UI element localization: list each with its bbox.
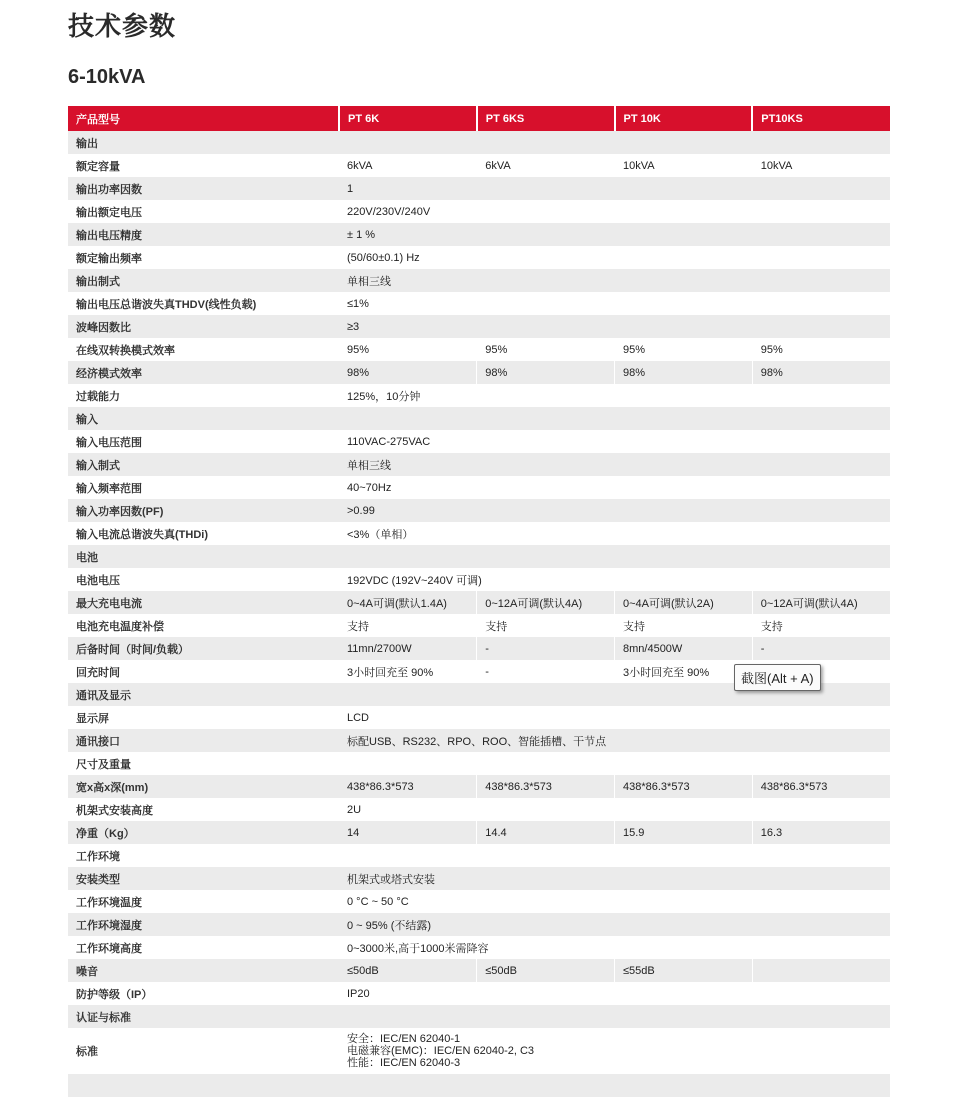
section-label: 电池 <box>68 545 890 568</box>
screenshot-tooltip: 截图(Alt + A) <box>734 664 821 691</box>
row-label: 电池充电温度补偿 <box>68 614 339 637</box>
row-value: ≤55dB <box>615 959 753 982</box>
table-row <box>68 200 890 223</box>
row-value: 0 ~ 95% (不结露) <box>339 913 890 936</box>
row-value: <3%（单相） <box>339 522 890 545</box>
row-label: 额定容量 <box>68 154 339 177</box>
table-header-row <box>68 106 890 131</box>
table-row <box>68 476 890 499</box>
row-value: 支持 <box>477 614 615 637</box>
row-label: 额定输出频率 <box>68 246 339 269</box>
row-label: 净重（Kg） <box>68 821 339 844</box>
row-label: 输入功率因数(PF) <box>68 499 339 522</box>
table-row <box>68 499 890 522</box>
table-row <box>68 982 890 1005</box>
row-label: 输入频率范围 <box>68 476 339 499</box>
table-row <box>68 614 890 637</box>
table-row <box>68 775 890 798</box>
row-value: 2U <box>339 798 890 821</box>
row-value: 192VDC (192V~240V 可调) <box>339 568 890 591</box>
table-row <box>68 821 890 844</box>
table-row <box>68 936 890 959</box>
row-label: 电池电压 <box>68 568 339 591</box>
table-row <box>68 798 890 821</box>
row-label: 宽x高x深(mm) <box>68 775 339 798</box>
row-value: 8mn/4500W <box>615 637 753 660</box>
row-value: IP20 <box>339 982 890 1005</box>
table-row <box>68 522 890 545</box>
row-label: 输出额定电压 <box>68 200 339 223</box>
row-value: 220V/230V/240V <box>339 200 890 223</box>
row-value: ≤1% <box>339 292 890 315</box>
header-cell: PT 10K <box>615 106 753 131</box>
row-value: 95% <box>752 338 890 361</box>
row-value: 0~4A可调(默认1.4A) <box>339 591 477 614</box>
table-row <box>68 292 890 315</box>
section-row <box>68 545 890 568</box>
row-value: 98% <box>477 361 615 384</box>
row-value <box>339 1028 890 1074</box>
row-value: 1 <box>339 177 890 200</box>
row-value: 10kVA <box>752 154 890 177</box>
spec-body <box>68 131 890 1097</box>
table-row <box>68 729 890 752</box>
row-label: 输入电压范围 <box>68 430 339 453</box>
row-label: 噪音 <box>68 959 339 982</box>
row-value: 125%，10分钟 <box>339 384 890 407</box>
row-value: LCD <box>339 706 890 729</box>
row-value: 支持 <box>615 614 753 637</box>
row-value: 0~3000米,高于1000米需降容 <box>339 936 890 959</box>
row-value: 10kVA <box>615 154 753 177</box>
row-label: 机架式安装高度 <box>68 798 339 821</box>
table-row <box>68 361 890 384</box>
row-label: 输入电流总谐波失真(THDi) <box>68 522 339 545</box>
row-label: 在线双转换模式效率 <box>68 338 339 361</box>
row-value: ≥3 <box>339 315 890 338</box>
table-row <box>68 246 890 269</box>
row-value: 40~70Hz <box>339 476 890 499</box>
standard-line: 安全：IEC/EN 62040-1 <box>347 1033 461 1045</box>
header-cell: 产品型号 <box>68 106 339 131</box>
table-row <box>68 637 890 660</box>
table-row <box>68 959 890 982</box>
row-value: 单相三线 <box>339 453 890 476</box>
table-row <box>68 223 890 246</box>
section-label: 通讯及显示 <box>68 683 890 706</box>
row-label: 标准 <box>68 1028 339 1074</box>
table-row <box>68 706 890 729</box>
table-row <box>68 890 890 913</box>
table-row <box>68 338 890 361</box>
row-value: ± 1 % <box>339 223 890 246</box>
standard-line: 电磁兼容(EMC)：IEC/EN 62040-2, C3 <box>347 1045 535 1057</box>
row-label: 输出功率因数 <box>68 177 339 200</box>
row-label: 最大充电电流 <box>68 591 339 614</box>
row-value: 机架式或塔式安装 <box>339 867 890 890</box>
row-value: 6kVA <box>477 154 615 177</box>
table-row <box>68 913 890 936</box>
row-value: 15.9 <box>615 821 753 844</box>
table-row <box>68 591 890 614</box>
row-label: 通讯接口 <box>68 729 339 752</box>
row-value: 3小时回充至 90% <box>615 660 753 683</box>
page-title: 技术参数 <box>68 11 177 41</box>
row-label: 输入制式 <box>68 453 339 476</box>
row-value: 支持 <box>752 614 890 637</box>
row-value: ≤50dB <box>477 959 615 982</box>
row-label: 后备时间（时间/负载） <box>68 637 339 660</box>
section-label: 输入 <box>68 407 890 430</box>
row-value: 95% <box>339 338 477 361</box>
header-cell: PT 6K <box>339 106 477 131</box>
row-value: 11mn/2700W <box>339 637 477 660</box>
row-value: 95% <box>615 338 753 361</box>
row-value: 支持 <box>339 614 477 637</box>
table-row <box>68 1028 890 1074</box>
row-value: 98% <box>339 361 477 384</box>
row-value: - <box>752 637 890 660</box>
row-value: 标配USB、RS232、RPO、ROO、智能插槽、干节点 <box>339 729 890 752</box>
section-row <box>68 1074 890 1097</box>
row-label: 波峰因数比 <box>68 315 339 338</box>
section-row <box>68 131 890 154</box>
table-row <box>68 867 890 890</box>
row-value: 438*86.3*573 <box>752 775 890 798</box>
table-row <box>68 315 890 338</box>
section-label: 工作环境 <box>68 844 890 867</box>
section-title: 6-10kVA <box>68 66 146 88</box>
table-row <box>68 177 890 200</box>
table-row <box>68 154 890 177</box>
row-label: 回充时间 <box>68 660 339 683</box>
section-row <box>68 844 890 867</box>
table-row <box>68 568 890 591</box>
row-label: 工作环境高度 <box>68 936 339 959</box>
row-label: 经济模式效率 <box>68 361 339 384</box>
row-value: 98% <box>752 361 890 384</box>
section-label <box>68 1074 890 1097</box>
row-label: 输出电压精度 <box>68 223 339 246</box>
row-value <box>752 959 890 982</box>
row-value: 0~4A可调(默认2A) <box>615 591 753 614</box>
row-label: 过载能力 <box>68 384 339 407</box>
row-value: 110VAC-275VAC <box>339 430 890 453</box>
row-value: 0~12A可调(默认4A) <box>752 591 890 614</box>
row-value: >0.99 <box>339 499 890 522</box>
section-row <box>68 407 890 430</box>
row-value: 0 °C ~ 50 °C <box>339 890 890 913</box>
row-value: 6kVA <box>339 154 477 177</box>
section-row <box>68 752 890 775</box>
row-value: 3小时回充至 90% <box>339 660 477 683</box>
row-label: 工作环境湿度 <box>68 913 339 936</box>
row-value: 438*86.3*573 <box>339 775 477 798</box>
row-value: 98% <box>615 361 753 384</box>
section-label: 认证与标准 <box>68 1005 890 1028</box>
row-value: 438*86.3*573 <box>477 775 615 798</box>
section-label: 尺寸及重量 <box>68 752 890 775</box>
section-row <box>68 1005 890 1028</box>
row-label: 工作环境温度 <box>68 890 339 913</box>
header-cell: PT 6KS <box>477 106 615 131</box>
row-label: 输出制式 <box>68 269 339 292</box>
row-value: 95% <box>477 338 615 361</box>
row-value: 单相三线 <box>339 269 890 292</box>
row-value: - <box>477 660 615 683</box>
spec-table <box>68 106 890 1097</box>
row-label: 输出电压总谐波失真THDV(线性负载) <box>68 292 339 315</box>
row-value: - <box>477 637 615 660</box>
row-value: 0~12A可调(默认4A) <box>477 591 615 614</box>
row-value: (50/60±0.1) Hz <box>339 246 890 269</box>
row-label: 显示屏 <box>68 706 339 729</box>
row-value: 14 <box>339 821 477 844</box>
table-row <box>68 269 890 292</box>
row-value: 438*86.3*573 <box>615 775 753 798</box>
row-label: 防护等级（IP） <box>68 982 339 1005</box>
row-label: 安装类型 <box>68 867 339 890</box>
table-row <box>68 384 890 407</box>
table-row <box>68 453 890 476</box>
standard-line: 性能：IEC/EN 62040-3 <box>347 1057 461 1069</box>
table-row <box>68 430 890 453</box>
row-value: 16.3 <box>752 821 890 844</box>
section-label: 输出 <box>68 131 890 154</box>
row-value: 14.4 <box>477 821 615 844</box>
header-cell: PT10KS <box>752 106 890 131</box>
row-value: ≤50dB <box>339 959 477 982</box>
